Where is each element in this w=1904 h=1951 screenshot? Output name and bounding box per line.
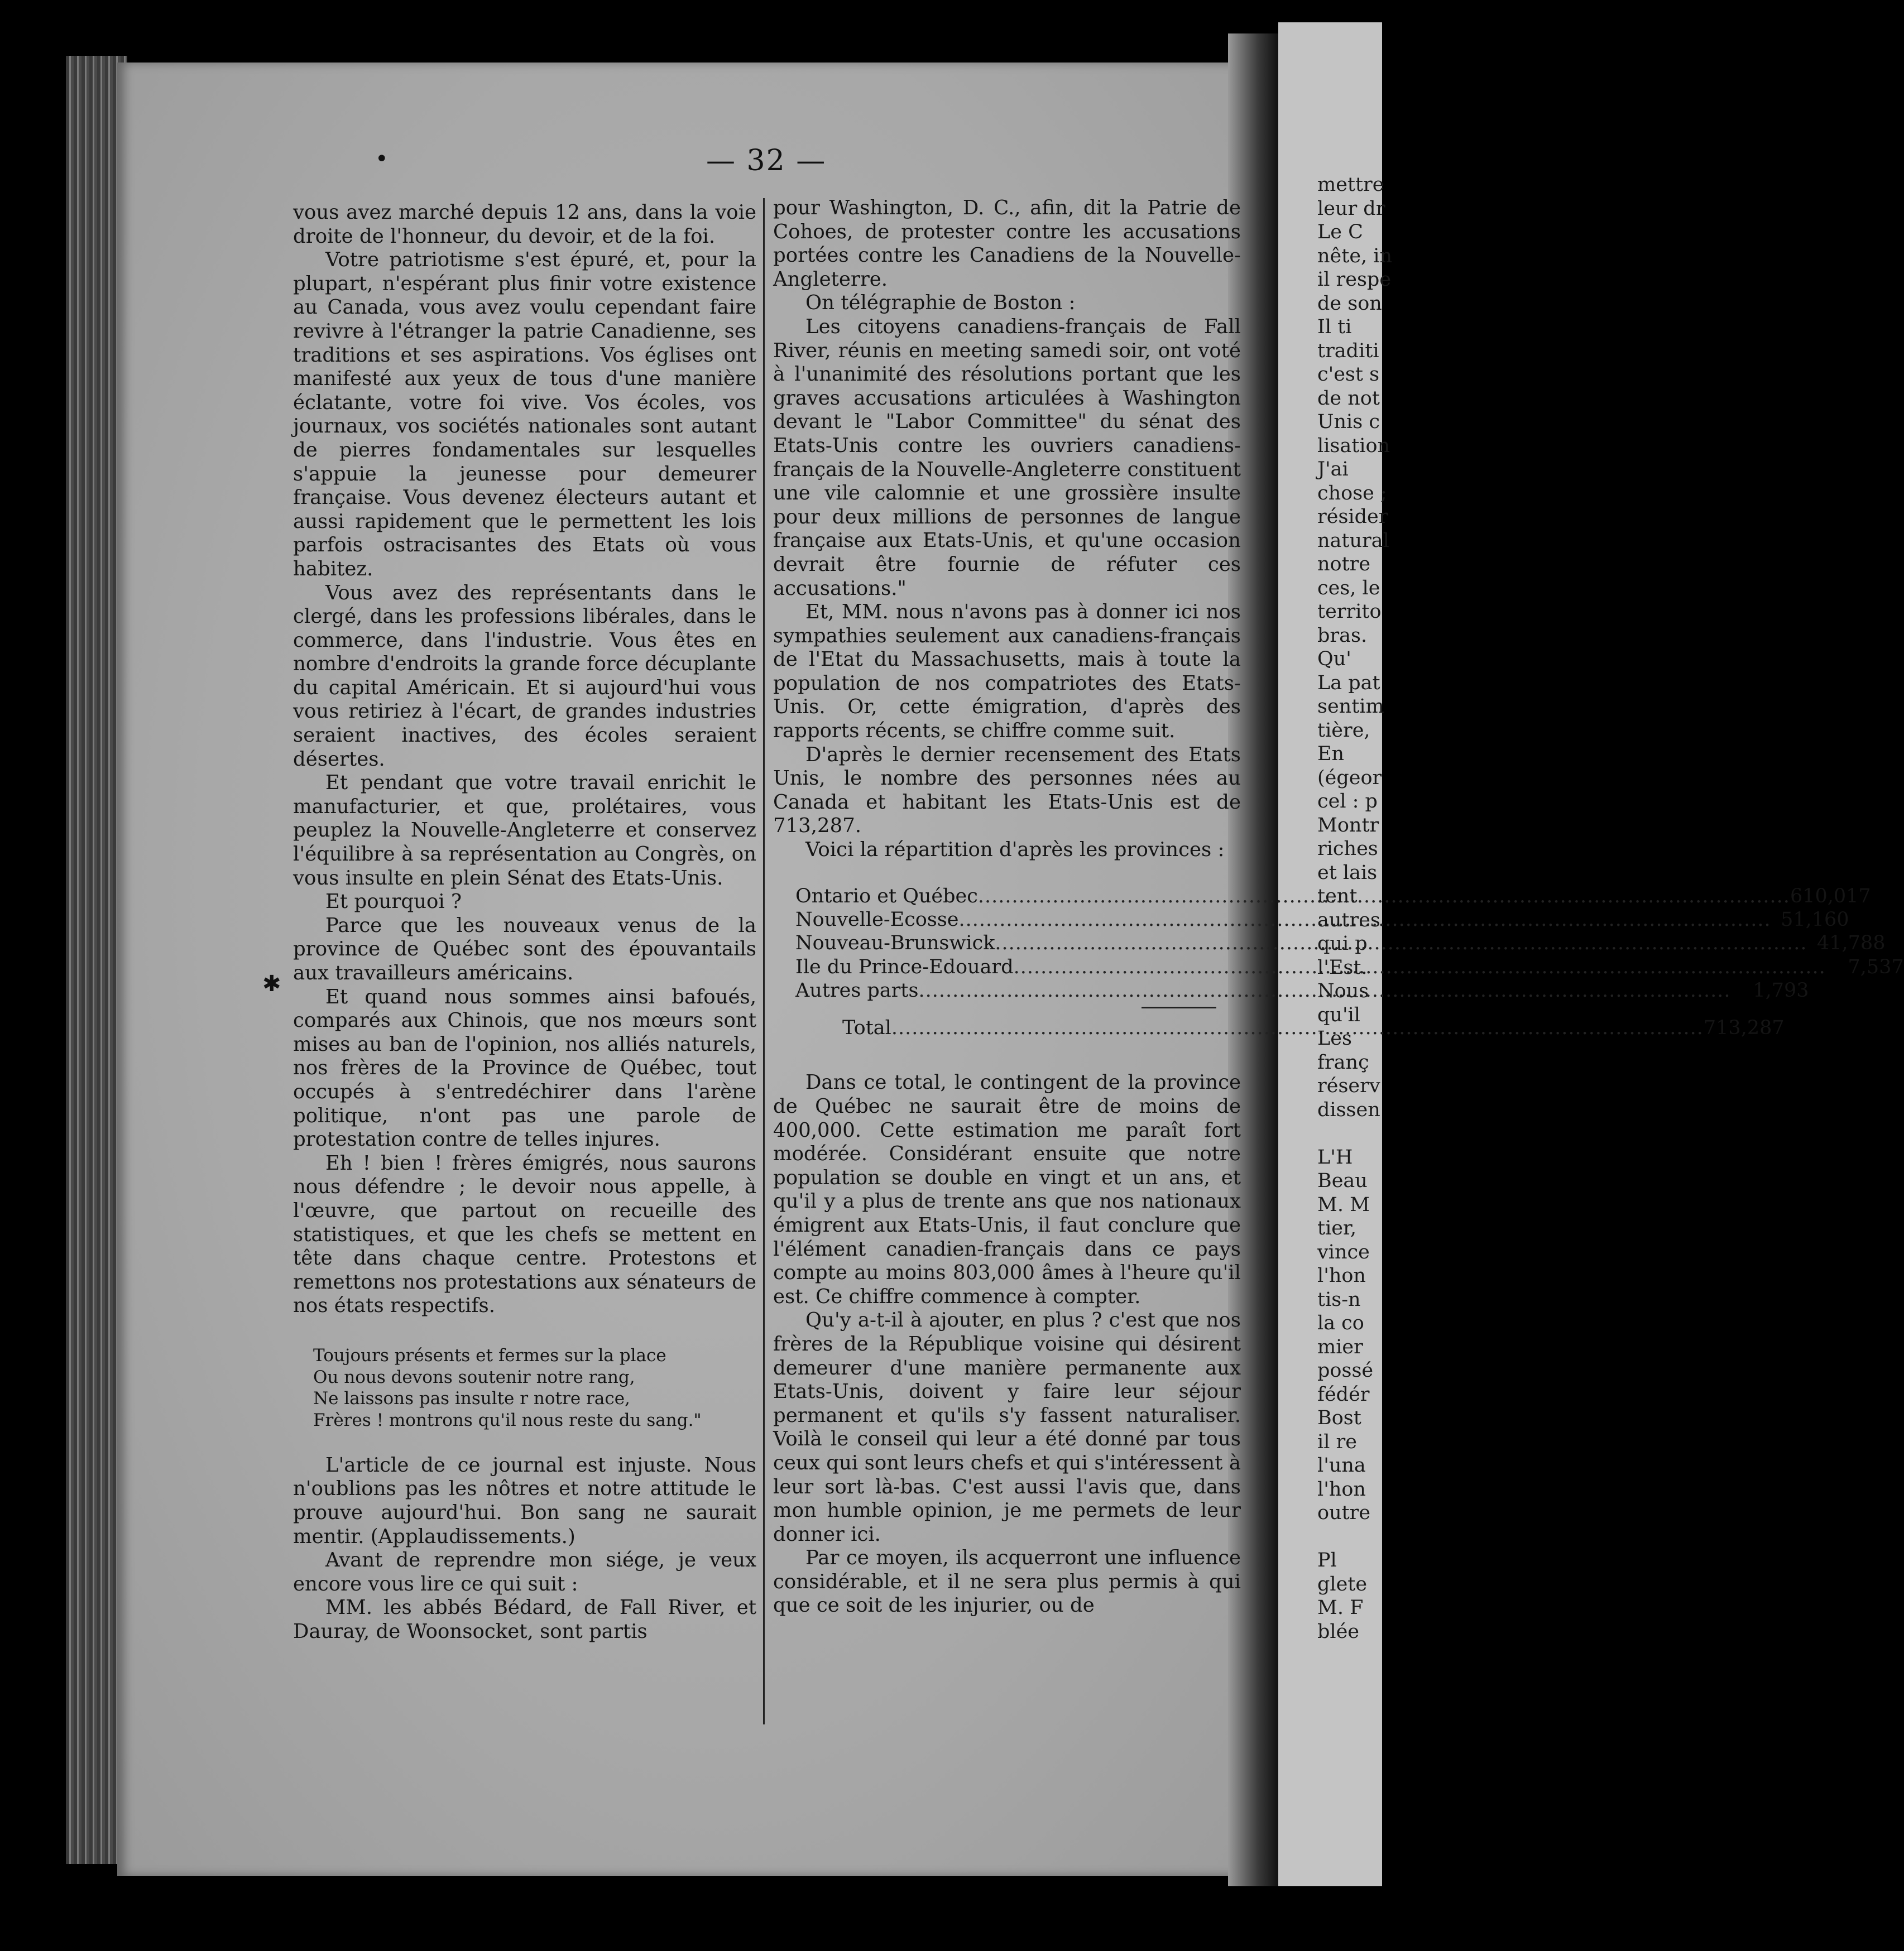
facing-page-line: (égeor [1317, 766, 1382, 789]
left-column [293, 201, 756, 1644]
leader-dots [1014, 955, 1826, 979]
paragraph: Vous avez des représentants dans le clergé, dans les professions libérales, dans le commerce, dans l'industrie. Vous êtes en nombre d'endroits la grande force décuplante du capital Américain. Et si aujourd'hui vous vous retiriez à l'écart, de grandes industries seraient inactives, des écoles seraient désertes. [293, 581, 756, 771]
leader-dots [995, 931, 1807, 955]
poem-line: Frères ! montrons qu'il nous reste du sang." [313, 1410, 702, 1431]
facing-page-line: Il ti [1317, 316, 1352, 338]
facing-page-line: Bost [1317, 1407, 1361, 1429]
page-number: — 32 — [706, 144, 827, 177]
facing-page-line: il respe [1317, 268, 1392, 291]
facing-page-line: sentim [1317, 695, 1384, 718]
poem-line: Ne laissons pas insulte r notre race, [313, 1388, 630, 1409]
leader-dots [891, 1016, 1704, 1040]
facing-page-line: résider [1317, 506, 1388, 528]
facing-page-line: Beau [1317, 1170, 1368, 1192]
facing-page-line: autres [1317, 909, 1380, 931]
facing-page-line: réserv [1317, 1075, 1380, 1097]
province-count: 1,793 [1753, 979, 1809, 1002]
facing-page-line: dissen [1317, 1098, 1380, 1121]
paragraph: D'après le dernier recensement des Etats Unis, le nombre des personnes nées au Canada et habitant les Etats-Unis est de 713,287. [773, 743, 1241, 838]
sum-rule [1142, 1007, 1216, 1008]
facing-page-line: vince [1317, 1241, 1370, 1263]
facing-page-line: l'hon [1317, 1478, 1366, 1501]
total-label: Total [842, 1017, 891, 1040]
facing-page-line: Les [1317, 1027, 1352, 1050]
facing-page-line: chose ; [1317, 482, 1387, 504]
facing-page-line: Qu' [1317, 648, 1351, 670]
facing-page-line: franç [1317, 1051, 1369, 1074]
province-name: Nouvelle-Ecosse [795, 908, 959, 931]
paragraph: Avant de reprendre mon siége, je veux encore vous lire ce qui suit : [293, 1549, 756, 1596]
province-count: 41,788 [1817, 932, 1886, 955]
facing-page-text [1317, 173, 1395, 1644]
margin-mark: ✱ [262, 971, 281, 997]
facing-page-line: glete [1317, 1573, 1368, 1596]
facing-page-line: tière, [1317, 719, 1370, 742]
paragraph: Par ce moyen, ils acquerront une influence considérable, et il ne sera plus permis à qui que ce soit de les injurier, ou de [773, 1546, 1241, 1617]
facing-page-line: traditi [1317, 339, 1379, 362]
paragraph: Parce que les nouveaux venus de la province de Québec sont des épouvantails aux travailleurs américains. [293, 914, 756, 984]
province-name: Ile du Prince-Edouard [795, 955, 1014, 978]
facing-page-line: l'hon [1317, 1265, 1366, 1287]
facing-page-line: et lais [1317, 861, 1378, 884]
facing-page-line: tis-n [1317, 1288, 1361, 1311]
province-count: 51,160 [1781, 908, 1849, 931]
paragraph: On télégraphie de Boston : [805, 291, 1076, 315]
facing-page-line: qu'il [1317, 1003, 1360, 1026]
paragraph: Et, MM. nous n'avons pas à donner ici nos sympathies seulement aux canadiens-français de l'Etat du Massachusetts, mais à toute la population de nos compatriotes des Etats-Unis. Or, cette émigration, d'après des rapports récents, se chiffre comme suit. [773, 600, 1241, 743]
facing-page-line: bras. [1317, 624, 1368, 647]
facing-page-line [1317, 1122, 1395, 1146]
province-name: Autres parts [795, 979, 919, 1002]
facing-page-line: outre [1317, 1502, 1371, 1524]
facing-page-line: nête, in [1317, 244, 1393, 267]
paragraph: Votre patriotisme s'est épuré, et, pour la plupart, n'espérant plus finir votre existence au Canada, vous avez voulu cependant faire revivre à l'étranger la patrie Canadienne, ses traditions et ses aspirations. Vos églises ont manifesté aux yeux de tous d'une manière éclatante, votre foi vive. Vos écoles, vos journaux, vos sociétés nationales sont autant de pierres fondamentales sur lesquelles s'appuie la jeunesse pour demeurer française. Vous devenez électeurs autant et aussi rapidement que le permettent les lois parfois ostracisantes des Etats où vous habitez. [293, 248, 756, 580]
column-divider [763, 198, 765, 1724]
paragraph: Voici la répartition d'après les provinces : [805, 838, 1225, 862]
paragraph: L'article de ce journal est injuste. Nous n'oublions pas les nôtres et notre attitude le prouve aujourd'hui. Bon sang ne saurait mentir. (Applaudissements.) [293, 1453, 756, 1548]
paragraph: Et pourquoi ? [325, 890, 462, 914]
paragraph: Dans ce total, le contingent de la province de Québec ne saurait être de moins de 400,000. Cette estimation me paraît fort modérée. Considérant ensuite que notre population se double en vingt et un ans, et qu'il y a plus de trente ans que nos nationaux émigrent aux Etats-Unis, il faut conclure que l'élément canadien-français dans ce pays compte au moins 803,000 âmes à l'heure qu'il est. Ce chiffre commence à compter. [773, 1071, 1241, 1308]
facing-page-line: fédér [1317, 1383, 1370, 1406]
margin-mark: • [375, 146, 389, 172]
facing-page-line: l'una [1317, 1454, 1366, 1477]
facing-page-line: notre [1317, 553, 1371, 575]
province-count: 7,537 [1848, 955, 1904, 978]
facing-page-line [1317, 1525, 1395, 1549]
facing-page-line: leur dr [1317, 197, 1385, 220]
province-name: Nouveau-Brunswick [795, 932, 995, 955]
facing-page-line: de son [1317, 292, 1382, 315]
facing-page-line: ces, le [1317, 576, 1380, 599]
facing-page-line: il re [1317, 1430, 1357, 1453]
total-value: 713,287 [1703, 1017, 1785, 1040]
poem-stanza [313, 1345, 756, 1431]
facing-page-line: natural [1317, 529, 1389, 552]
paragraph: Eh ! bien ! frères émigrés, nous saurons nous défendre ; le devoir nous appelle, à l'œuvre, que partout on recueille des statistiques, et que les chefs se mettent en tête dans chaque centre. Protestons et remettons nos protestations aux sénateurs de nos états respectifs. [293, 1151, 756, 1318]
facing-page-line: mettre [1317, 174, 1384, 196]
facing-page-line: tent [1317, 885, 1358, 907]
facing-page-line: Unis c [1317, 411, 1380, 433]
facing-page-line: L'H [1317, 1146, 1353, 1169]
facing-page-line: riches [1317, 838, 1378, 860]
facing-page-line: l'Est. [1317, 956, 1368, 979]
poem-line: Toujours présents et fermes sur la place [313, 1345, 666, 1366]
paragraph: vous avez marché depuis 12 ans, dans la voie droite de l'honneur, du devoir, et de la foi. [293, 201, 756, 248]
facing-page-line: c'est s [1317, 363, 1380, 386]
facing-page-line: M. M [1317, 1193, 1370, 1216]
quoted-telegram: Les citoyens canadiens-français de Fall River, réunis en meeting samedi soir, ont voté à l'unanimité des résolutions portant que les graves accusations articulées à Washington devant le "Labor Committee" du sénat des Etats-Unis contre les ouvriers canadiens-français de la Nouvelle-Angleterre constituent une vile calomnie et une grossière insulte pour deux millions de personnes de langue française aux Etats-Unis, et qu'une occasion devrait être fournie de réfuter ces accusations." [773, 315, 1241, 600]
facing-page-line: blée [1317, 1620, 1360, 1643]
province-name: Ontario et Québec [795, 885, 978, 907]
facing-page-line: Le C [1317, 221, 1363, 243]
facing-page-line: possé [1317, 1359, 1374, 1382]
paragraph: Et pendant que votre travail enrichit le manufacturier, et que, prolétaires, vous peuplez la Nouvelle-Angleterre et conservez l'équilibre à sa représentation au Congrès, on vous insulte en plein Sénat des Etats-Unis. [293, 771, 756, 890]
paragraph: pour Washington, D. C., afin, dit la Patrie de Cohoes, de protester contre les accusations portées contre les Canadiens de la Nouvelle-Angleterre. [773, 196, 1241, 291]
facing-page-line: Montr [1317, 814, 1379, 837]
facing-page-line: Pl [1317, 1549, 1337, 1572]
facing-page-line: La pat [1317, 671, 1380, 694]
facing-page-line: mier [1317, 1335, 1363, 1358]
facing-page-line: de not [1317, 387, 1380, 410]
province-count: 610,017 [1790, 885, 1871, 907]
facing-page-line: la co [1317, 1312, 1364, 1334]
facing-page-line: tier, [1317, 1217, 1356, 1239]
facing-page-line: cel : p [1317, 790, 1378, 813]
facing-page-line: territo [1317, 600, 1382, 623]
paragraph: Et quand nous sommes ainsi bafoués, comparés aux Chinois, que nos mœurs sont mises au ban de l'opinion, nos alliés naturels, nos frères de la Province de Québec, tout occupés à s'entredéchirer dans l'arène politique, n'ont pas une parole de protestation contre de telles injures. [293, 985, 756, 1151]
facing-page-line: lisation [1317, 434, 1390, 457]
facing-page-line: M. F [1317, 1597, 1364, 1619]
facing-page-line: qui p [1317, 933, 1368, 955]
paragraph: Qu'y a-t-il à ajouter, en plus ? c'est que nos frères de la République voisine qui désirent demeurer d'une manière permanente aux Etats-Unis, doivent y faire leur séjour permanent et qu'ils s'y fassent naturaliser. Voilà le conseil qui leur a été donné par tous ceux qui sont leurs chefs et qui s'intéressent à leur sort là-bas. C'est aussi l'avis que, dans mon humble opinion, je me permets de leur donner ici. [773, 1309, 1241, 1546]
facing-page-line: J'ai [1317, 458, 1349, 480]
paragraph: MM. les abbés Bédard, de Fall River, et Dauray, de Woonsocket, sont partis [293, 1596, 756, 1643]
facing-page-line: Nous [1317, 980, 1369, 1002]
poem-line: Ou nous devons soutenir notre rang, [313, 1367, 635, 1387]
facing-page-line: En [1317, 743, 1345, 765]
